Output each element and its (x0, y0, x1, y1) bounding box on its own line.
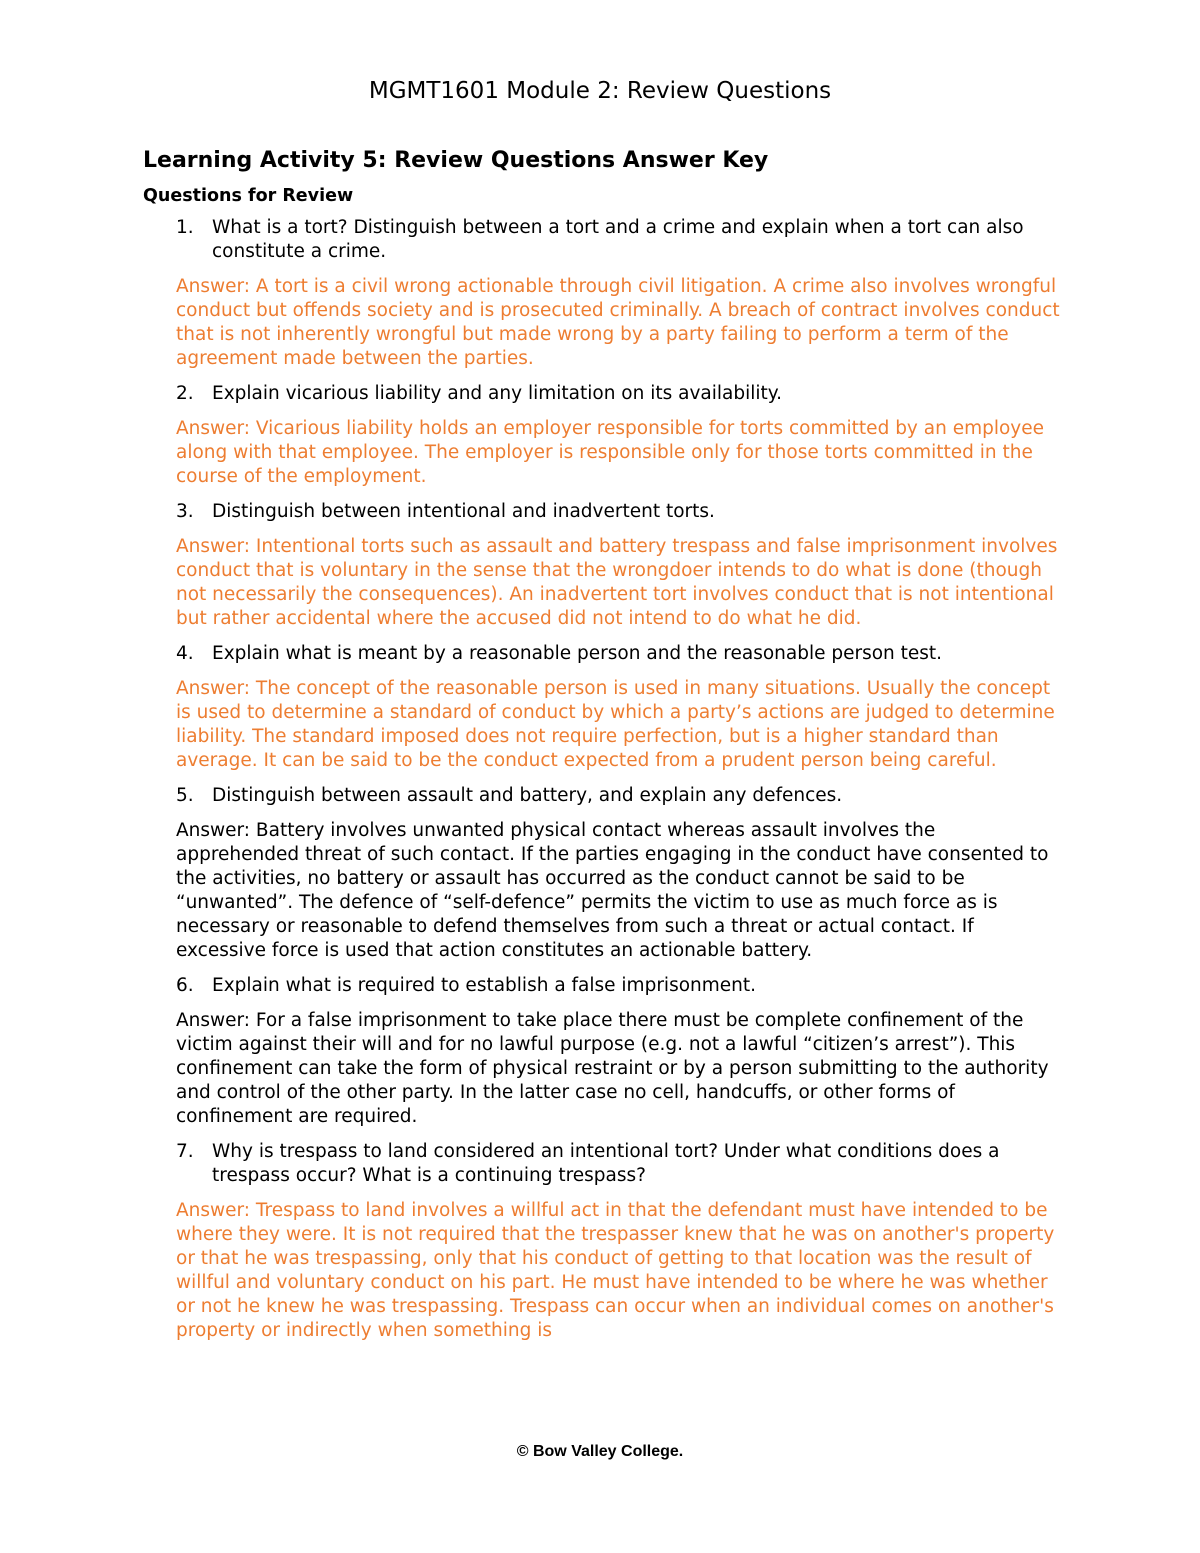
question-text: Explain what is meant by a reasonable person and the reasonable person test. (212, 643, 943, 664)
question-text: Explain what is required to establish a false imprisonment. (212, 975, 757, 996)
answer-text: Answer: Vicarious liability holds an employer responsible for torts committed by an employee along with that employee. The employer is responsible only for those torts committed in the course of the employment. (176, 418, 1045, 487)
question (143, 500, 1063, 524)
page-footer: © Bow Valley College. (516, 1443, 684, 1460)
question-item-2 (143, 382, 1063, 489)
question-item-4 (143, 642, 1063, 773)
question (143, 642, 1063, 666)
question (143, 974, 1063, 998)
answer-text: Answer: Intentional torts such as assault and battery trespass and false imprisonment involves conduct that is voluntary in the sense that the wrongdoer intends to do what is done (though not necessarily the consequences). An inadvertent tort involves conduct that is not intentional but rather accidental where the accused did not intend to do what he did. (176, 536, 1058, 629)
question-number: 7. (176, 1141, 194, 1162)
question-number: 6. (176, 975, 194, 996)
document-header-title: MGMT1601 Module 2: Review Questions (368, 78, 832, 104)
question (143, 382, 1063, 406)
question-item-1 (143, 216, 1063, 371)
document-body (143, 146, 1063, 1354)
page-title: Learning Activity 5: Review Questions Answer Key (143, 148, 769, 173)
answer-text: Answer: For a false imprisonment to take place there must be complete confinement of the victim against their will and for no lawful purpose (e.g. not a lawful “citizen’s arrest”). This confinement can take the form of physical restraint or by a person submitting to the authority and control of the other party. In the latter case no cell, handcuffs, or other forms of confinement are required. (176, 1010, 1049, 1127)
question-text: Distinguish between intentional and inadvertent torts. (212, 501, 715, 522)
question-text: Distinguish between assault and battery, and explain any defences. (212, 785, 843, 806)
question-number: 3. (176, 501, 194, 522)
question-item-3 (143, 500, 1063, 631)
question-item-5 (143, 784, 1063, 963)
answer-text: Answer: Trespass to land involves a willful act in that the defendant must have intended to be where they were. It is not required that the trespasser knew that he was on another's property or that he was trespassing, only that his conduct of getting to that location was the result of willful and voluntary conduct on his part. He must have intended to be where he was whether or not he knew he was trespassing. Trespass can occur when an individual comes on another's property or indirectly when something is (176, 1200, 1055, 1341)
question (143, 216, 1063, 264)
question-number: 5. (176, 785, 194, 806)
answer-text: Answer: A tort is a civil wrong actionable through civil litigation. A crime also involves wrongful conduct but offends society and is prosecuted criminally. A breach of contract involves conduct that is not inherently wrongful but made wrong by a party failing to perform a term of the agreement made between the parties. (176, 276, 1060, 369)
question-text: Explain vicarious liability and any limitation on its availability. (212, 383, 782, 404)
answer-text: Answer: Battery involves unwanted physical contact whereas assault involves the apprehended threat of such contact. If the parties engaging in the conduct have consented to the activities, no battery or assault has occurred as the conduct cannot be said to be “unwanted”. The defence of “self-defence” permits the victim to use as much force as is necessary or reasonable to defend themselves from such a threat or actual contact. If excessive force is used that action constitutes an actionable battery. (176, 820, 1049, 961)
answer-text: Answer: The concept of the reasonable person is used in many situations. Usually the concept is used to determine a standard of conduct by which a party’s actions are judged to determine liability. The standard imposed does not require perfection, but is a higher standard than average. It can be said to be the conduct expected from a prudent person being careful. (176, 678, 1055, 771)
question-text: Why is trespass to land considered an intentional tort? Under what conditions does a trespass occur? What is a continuing trespass? (212, 1141, 1000, 1186)
question-item-7 (143, 1140, 1063, 1343)
question-text: What is a tort? Distinguish between a tort and a crime and explain when a tort can also constitute a crime. (212, 217, 1024, 262)
question-item-6 (143, 974, 1063, 1129)
question (143, 1140, 1063, 1188)
question-number: 4. (176, 643, 194, 664)
question-number: 2. (176, 383, 194, 404)
question (143, 784, 1063, 808)
question-number: 1. (176, 217, 194, 238)
section-heading: Questions for Review (143, 186, 354, 206)
